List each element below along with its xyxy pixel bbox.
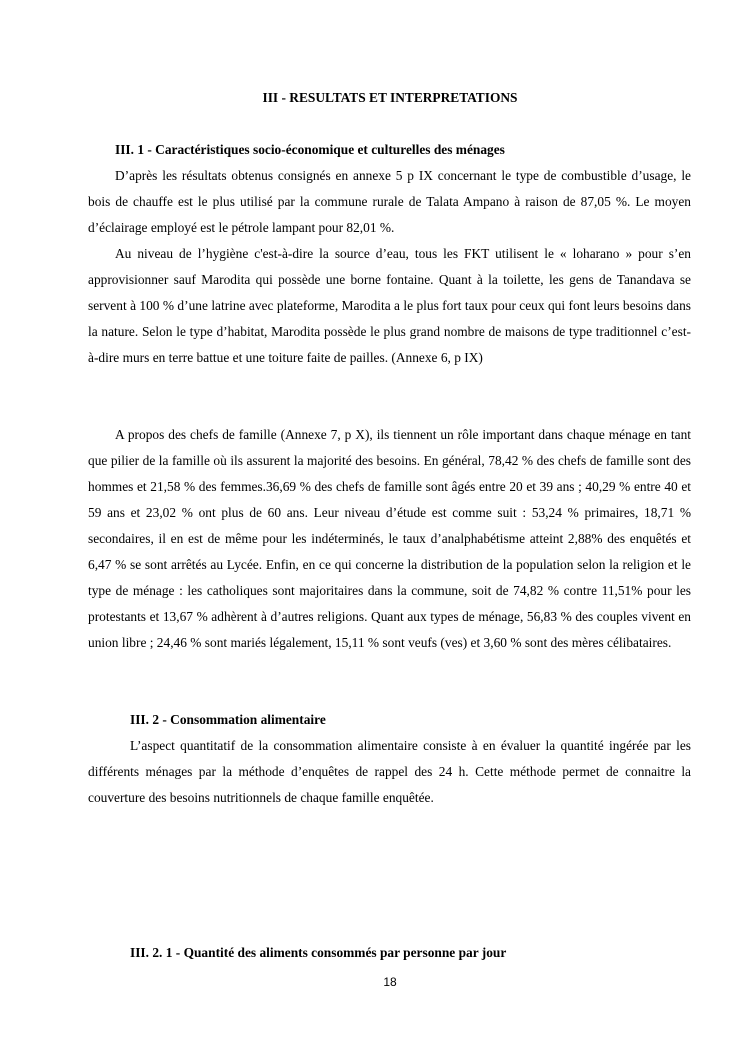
section-heading-3-1: III. 1 - Caractéristiques socio-économique et culturelles des ménages xyxy=(115,142,505,157)
paragraph-food-consumption: L’aspect quantitatif de la consommation alimentaire consiste à en évaluer la quantité ingérée par les différents ménages par la méthode d’enquêtes de rappel des 24 h. Cette méthode permet de connaitre la couverture des besoins nutritionnels de chaque famille enquêtée. xyxy=(88,738,691,805)
paragraph-fuel-lighting: D’après les résultats obtenus consignés en annexe 5 p IX concernant le type de combustible d’usage, le bois de chauffe est le plus utilisé par la commune rurale de Talata Ampano à raison de 87,05 %. Le moyen d’éclairage employé est le pétrole lampant pour 82,01 %. xyxy=(88,168,691,235)
page-title: III - RESULTATS ET INTERPRETATIONS xyxy=(262,90,518,105)
paragraph-household-heads: A propos des chefs de famille (Annexe 7, p X), ils tiennent un rôle important dans chaque ménage en tant que pilier de la famille où ils assurent la majorité des besoins. En général, 78,42 % des chefs de famille sont des hommes et 21,58 % des femmes.36,69 % des chefs de famille sont âgés entre 20 et 39 ans ; 40,29 % entre 40 et 59 ans et 23,02 % ont plus de 60 ans. Leur niveau d’étude est comme suit : 53,24 % primaires, 18,71 % secondaires, il en est de même pour les indéterminés, le taux d’analphabétisme atteint 2,88% des enquêtés et 6,47 % se sont arrêtés au Lycée. Enfin, en ce qui concerne la distribution de la population selon la religion et le type de ménage : les catholiques sont majoritaires dans la commune, soit de 74,82 % contre 11,51% pour les protestants et 13,67 % adhèrent à d’autres religions. Quant aux types de ménage, 56,83 % des couples vivent en union libre ; 24,46 % sont mariés légalement, 15,11 % sont veufs (ves) et 3,60 % sont des mères célibataires. xyxy=(88,427,691,650)
section-heading-3-2: III. 2 - Consommation alimentaire xyxy=(130,712,326,727)
section-heading-3-2-1: III. 2. 1 - Quantité des aliments consommés par personne par jour xyxy=(130,945,507,960)
page-number: 18 xyxy=(383,975,397,989)
paragraph-hygiene-habitat: Au niveau de l’hygiène c'est-à-dire la source d’eau, tous les FKT utilisent le « loharano » pour s’en approvisionner sauf Marodita qui possède une borne fontaine. Quant à la toilette, les gens de Tanandava se servent à 100 % d’une latrine avec plateforme, Marodita a le plus fort taux pour ceux qui font leurs besoins dans la nature. Selon le type d’habitat, Marodita possède le plus grand nombre de maisons de type traditionnel c’est-à-dire murs en terre battue et une toiture faite de pailles. (Annexe 6, p IX) xyxy=(88,246,691,365)
